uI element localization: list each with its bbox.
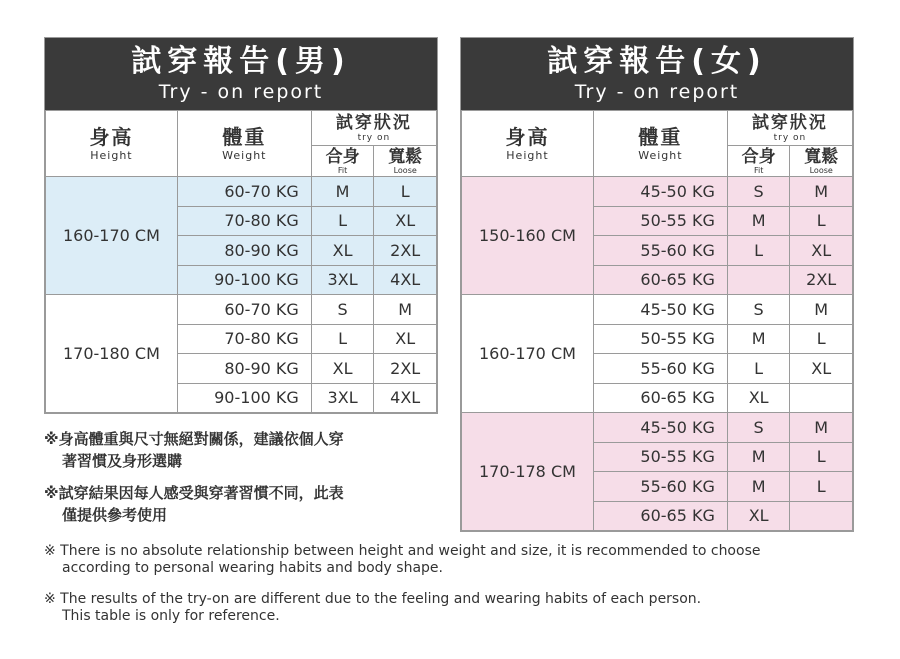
women-loose-header: 寬鬆 Loose [804, 147, 839, 175]
women-loose-cell [790, 383, 853, 413]
men-table-row [46, 295, 437, 325]
women-weight-header: 體重 Weight [593, 111, 727, 177]
women-fit-cell: M [727, 442, 790, 472]
men-header-row [46, 111, 437, 177]
women-height-header: 身高 Height [462, 111, 594, 177]
men-weight-cell: 70-80 KG [177, 324, 311, 354]
men-fit-cell: XL [311, 354, 374, 384]
women-loose-cell: XL [790, 354, 853, 384]
women-size-panel [460, 37, 854, 532]
men-size-panel [44, 37, 438, 414]
women-weight-cell: 55-60 KG [593, 354, 727, 384]
women-loose-cell: M [790, 177, 853, 207]
women-table-row [462, 295, 853, 325]
men-fit-cell: 3XL [311, 383, 374, 413]
women-weight-cell: 55-60 KG [593, 472, 727, 502]
women-loose-cell: M [790, 295, 853, 325]
men-weight-cell: 60-70 KG [177, 177, 311, 207]
women-height-cell: 170-178 CM [462, 413, 594, 531]
note-en-1: ※ There is no absolute relationship between height and weight and size, it is recommended to choose according to personal wearing habits and body shape. [44, 543, 761, 576]
women-loose-cell [790, 501, 853, 531]
women-fit-header: 合身 Fit [728, 146, 791, 176]
men-weight-cell: 60-70 KG [177, 295, 311, 325]
women-weight-cell: 45-50 KG [593, 177, 727, 207]
men-loose-cell: M [374, 295, 437, 325]
note-cn-2: ※試穿結果因每人感受與穿著習慣不同，此表 僅提供參考使用 [44, 484, 344, 524]
men-loose-header: 寬鬆 Loose [388, 147, 423, 175]
men-weight-cell: 90-100 KG [177, 265, 311, 295]
men-fit-cell: XL [311, 236, 374, 266]
women-loose-cell: L [790, 206, 853, 236]
women-fit-cell: M [727, 472, 790, 502]
women-subtitle: Try - on report [574, 81, 740, 103]
men-fit-cell: L [311, 324, 374, 354]
men-fit-cell: 3XL [311, 265, 374, 295]
men-loose-cell: 4XL [374, 265, 437, 295]
men-subtitle: Try - on report [158, 81, 324, 103]
women-banner [461, 38, 853, 110]
women-fit-cell: S [727, 413, 790, 443]
men-weight-cell: 80-90 KG [177, 236, 311, 266]
men-fit-cell: M [311, 177, 374, 207]
women-tryon-header: 試穿狀況 try on 合身 Fit 寬鬆 Loose [727, 111, 852, 177]
women-table-row [462, 177, 853, 207]
women-weight-cell: 55-60 KG [593, 236, 727, 266]
women-weight-cell: 45-50 KG [593, 295, 727, 325]
women-fit-cell [727, 265, 790, 295]
women-fit-cell: M [727, 206, 790, 236]
men-loose-cell: XL [374, 206, 437, 236]
men-height-cell: 160-170 CM [46, 177, 178, 295]
women-size-table [461, 110, 853, 531]
men-table-row [46, 177, 437, 207]
women-fit-cell: S [727, 295, 790, 325]
men-title: 試穿報告(男) [131, 44, 351, 79]
women-fit-cell: XL [727, 501, 790, 531]
men-loose-cell: 2XL [374, 236, 437, 266]
men-size-table [45, 110, 437, 413]
men-height-cell: 170-180 CM [46, 295, 178, 413]
women-fit-cell: S [727, 177, 790, 207]
women-weight-cell: 45-50 KG [593, 413, 727, 443]
women-fit-cell: L [727, 236, 790, 266]
men-height-header: 身高 Height [46, 111, 178, 177]
women-weight-cell: 50-55 KG [593, 324, 727, 354]
women-fit-cell: M [727, 324, 790, 354]
women-fit-cell: L [727, 354, 790, 384]
women-fit-cell: XL [727, 383, 790, 413]
women-loose-cell: L [790, 472, 853, 502]
women-weight-cell: 60-65 KG [593, 265, 727, 295]
men-loose-cell: L [374, 177, 437, 207]
men-fit-cell: S [311, 295, 374, 325]
men-weight-cell: 90-100 KG [177, 383, 311, 413]
women-title: 試穿報告(女) [547, 44, 767, 79]
women-weight-cell: 60-65 KG [593, 501, 727, 531]
men-fit-header: 合身 Fit [312, 146, 375, 176]
women-weight-cell: 50-55 KG [593, 206, 727, 236]
women-header-row [462, 111, 853, 177]
men-tryon-header: 試穿狀況 try on 合身 Fit 寬鬆 Loose [311, 111, 436, 177]
note-cn-1: ※身高體重與尺寸無絕對關係，建議依個人穿 著習慣及身形選購 [44, 430, 344, 470]
men-weight-cell: 70-80 KG [177, 206, 311, 236]
women-weight-cell: 50-55 KG [593, 442, 727, 472]
women-loose-cell: M [790, 413, 853, 443]
note-en-2: ※ The results of the try-on are different due to the feeling and wearing habits of each person. This table is only for reference. [44, 591, 702, 624]
men-fit-cell: L [311, 206, 374, 236]
women-loose-cell: XL [790, 236, 853, 266]
men-loose-cell: XL [374, 324, 437, 354]
women-height-cell: 150-160 CM [462, 177, 594, 295]
women-weight-cell: 60-65 KG [593, 383, 727, 413]
men-weight-header: 體重 Weight [177, 111, 311, 177]
women-loose-cell: L [790, 324, 853, 354]
women-height-cell: 160-170 CM [462, 295, 594, 413]
women-table-row [462, 413, 853, 443]
men-loose-cell: 4XL [374, 383, 437, 413]
women-loose-cell: L [790, 442, 853, 472]
men-banner [45, 38, 437, 110]
men-weight-cell: 80-90 KG [177, 354, 311, 384]
women-loose-cell: 2XL [790, 265, 853, 295]
men-loose-cell: 2XL [374, 354, 437, 384]
